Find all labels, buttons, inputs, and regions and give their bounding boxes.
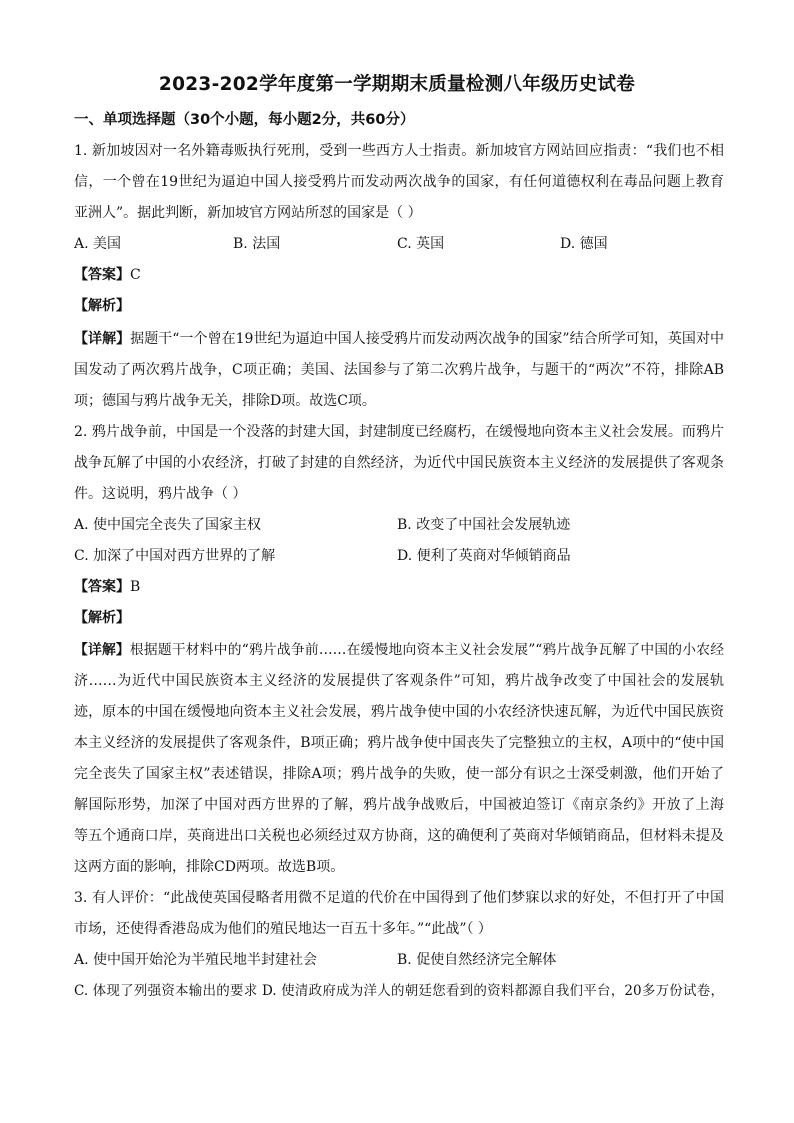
q1-detail-line-1: 【详解】据题干“一个曾在19世纪为逼迫中国人接受鸦片而发动两次战争的国家”结合所学可知，英国对中	[74, 331, 724, 347]
q2-detail-tag: 【详解】	[74, 642, 130, 658]
q3-stem-line-1: 3. 有人评价：“此战使英国侵略者用微不足道的代价在中国得到了他们梦寐以求的好处，不但打开了中国	[74, 890, 724, 906]
q1-answer-tag: 【答案】	[74, 267, 130, 283]
q2-detail-line-3: 迹，原本的中国在缓慢地向资本主义社会发展，鸦片战争使中国的小农经济快速瓦解，为近代中国民族资	[74, 704, 724, 720]
q2-detail-line-6: 解国际形势，加深了中国对西方世界的了解，鸦片战争战败后，中国被迫签订《南京条约》开放了上海	[74, 797, 724, 813]
q2-stem-line-2: 战争瓦解了中国的小农经济，打破了封建的自然经济，为近代中国民族资本主义经济的发展提供了客观条	[74, 455, 724, 471]
q1-stem-line-3: 亚洲人”。据此判断，新加坡官方网站所怼的国家是（ ）	[74, 205, 422, 221]
q1-option-d: D. 德国	[560, 236, 608, 252]
q1-detail-line-3: 项；德国与鸦片战争无关，排除D项。故选C项。	[74, 393, 376, 409]
q1-stem-line-2: 信，一个曾在19世纪为逼迫中国人接受鸦片而发动两次战争的国家，有任何道德权利在毒品问题上教育	[74, 174, 724, 190]
q2-answer-tag: 【答案】	[74, 579, 130, 595]
q1-option-c: C. 英国	[397, 236, 445, 252]
q3-stem-line-2: 市场，还使得香港岛成为他们的殖民地达一百五十多年。”“此战”（ ）	[74, 921, 492, 937]
q1-option-b: B. 法国	[233, 236, 281, 252]
q2-detail-line-4: 本主义经济的发展提供了客观条件，B项正确；鸦片战争使中国丧失了完整独立的主权，A项中的“使中国	[74, 735, 724, 751]
q1-answer-value: C	[130, 267, 141, 283]
q2-stem-line-1: 2. 鸦片战争前，中国是一个没落的封建大国，封建制度已经腐朽，在缓慢地向资本主义社会发展。而鸦片	[74, 424, 724, 440]
q2-detail-line-2: 济……为近代中国民族资本主义经济的发展提供了客观条件”可知，鸦片战争改变了中国社会的发展轨	[74, 673, 724, 689]
q1-option-a: A. 美国	[74, 236, 122, 252]
q2-detail-line-1: 【详解】根据题干材料中的“鸦片战争前……在缓慢地向资本主义社会发展”“鸦片战争瓦解了中国的小农经	[74, 642, 724, 658]
q2-option-b: B. 改变了中国社会发展轨迹	[397, 517, 571, 533]
q1-analysis-tag: 【解析】	[74, 298, 130, 314]
q2-answer-value: B	[130, 579, 141, 595]
q3-option-a: A. 使中国开始沦为半殖民地半封建社会	[74, 952, 318, 968]
q2-option-a: A. 使中国完全丧失了国家主权	[74, 517, 262, 533]
q1-stem-line-1: 1. 新加坡因对一名外籍毒贩执行死刑，受到一些西方人士指责。新加坡官方网站回应指责：“我们也不相	[74, 143, 724, 159]
q1-detail-tag: 【详解】	[74, 331, 131, 347]
q2-analysis-tag: 【解析】	[74, 610, 130, 626]
q2-detail-line-8: 这两方面的影响，排除CD两项。故选B项。	[74, 859, 345, 875]
q3-option-b: B. 促使自然经济完全解体	[397, 952, 557, 968]
q2-option-d: D. 便利了英商对华倾销商品	[397, 548, 571, 564]
q2-option-c: C. 加深了中国对西方世界的了解	[74, 548, 276, 564]
section-heading: 一、单项选择题（30个小题，每小题2分，共60分）	[74, 112, 415, 128]
q2-stem-line-3: 件。这说明，鸦片战争（ ）	[74, 486, 247, 502]
q1-answer	[74, 265, 724, 285]
page-title: 2023-202学年度第一学期期末质量检测八年级历史试卷	[158, 74, 636, 95]
q2-detail-line-5: 完全丧失了国家主权”表述错误，排除A项；鸦片战争的失败，使一部分有识之士深受刺激，他们开始了	[74, 766, 724, 782]
q2-detail-line-7: 等五个通商口岸，英商进出口关税也必须经过双方协商，这的确便利了英商对华倾销商品，但材料未提及	[74, 828, 724, 844]
q3-options-cd-line: C. 体现了列强资本输出的要求 D. 使清政府成为洋人的朝廷您看到的资料都源自我们平台，20多万份试卷，	[74, 983, 724, 999]
q1-detail-line-2: 国发动了两次鸦片战争，C项正确；美国、法国参与了第二次鸦片战争，与题干的“两次”不符，排除AB	[74, 362, 724, 378]
q2-answer	[74, 577, 724, 597]
